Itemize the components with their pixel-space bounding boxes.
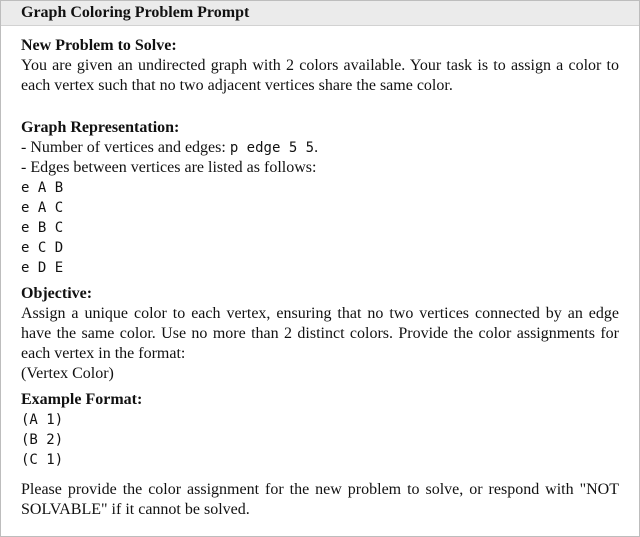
vertices-edges-label: - Number of vertices and edges:	[21, 139, 230, 156]
edge-list	[21, 178, 619, 278]
closing-text: Please provide the color assignment for the new problem to solve, or respond with "NOT SOLVABLE" if it cannot be solved.	[21, 481, 619, 518]
example-line: (B 2)	[21, 432, 64, 448]
edge-line: e D E	[21, 260, 64, 276]
example-line: (C 1)	[21, 452, 64, 468]
edge-line: e A C	[21, 200, 64, 216]
edge-line: e A B	[21, 180, 64, 196]
new-problem-text: You are given an undirected graph with 2 colors available. Your task is to assign a color to each vertex such that no two adjacent vertices share the same color.	[21, 57, 619, 94]
objective-heading: Objective:	[21, 285, 93, 302]
prompt-title: Graph Coloring Problem Prompt	[1, 1, 639, 26]
representation-heading: Graph Representation:	[21, 119, 180, 136]
example-line: (A 1)	[21, 412, 64, 428]
new-problem-heading: New Problem to Solve:	[21, 37, 177, 54]
objective-text: Assign a unique color to each vertex, ensuring that no two vertices connected by an edge have the same color. Use no more than 2 distinct colors. Provide the color assignments for each vertex in the format:	[21, 305, 619, 362]
edge-line: e B C	[21, 220, 64, 236]
vertices-edges-period: .	[314, 139, 319, 156]
vertices-edges-line	[21, 138, 619, 158]
example-list	[21, 410, 619, 470]
example-heading: Example Format:	[21, 391, 143, 408]
vertices-edges-code: p edge 5 5	[229, 140, 315, 156]
edge-line: e C D	[21, 240, 64, 256]
objective-format: (Vertex Color)	[21, 365, 114, 382]
prompt-body	[1, 26, 639, 520]
edges-intro-line: - Edges between vertices are listed as follows:	[21, 159, 317, 176]
